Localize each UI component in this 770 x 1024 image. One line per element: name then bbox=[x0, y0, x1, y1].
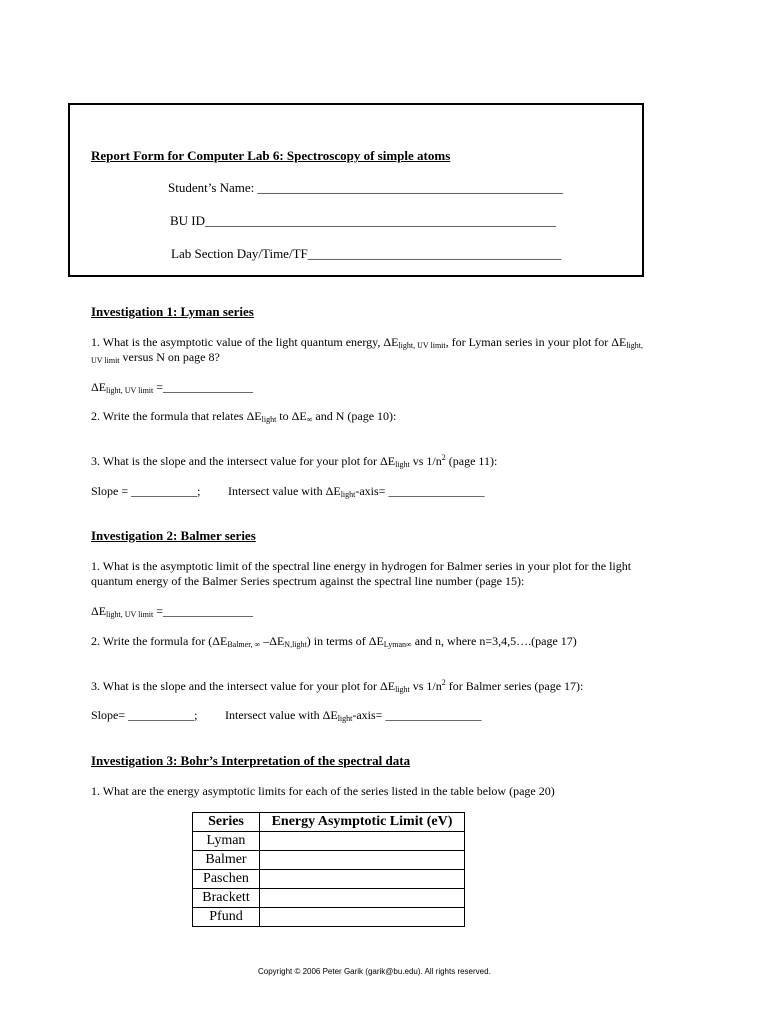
lab-section-field[interactable]: Lab Section Day/Time/TF_______________________________________ bbox=[171, 246, 562, 261]
inv2-q3: 3. What is the slope and the intersect value for your plot for $\Delta E_{light}$ vs $1/n^2$ for Balmer series (page 17): bbox=[91, 678, 584, 694]
energy-limit-header: Energy Asymptotic Limit (eV) bbox=[260, 813, 465, 832]
inv2-answer-1[interactable]: $\Delta E_{light, UV limit}$ =_______________ bbox=[91, 604, 254, 619]
inv2-intersect-field[interactable]: Intersect value with $\Delta E_{light}-axis=$ ________________ bbox=[225, 708, 482, 723]
series-name: Pfund bbox=[193, 908, 260, 927]
asymptotic-limit-table bbox=[192, 812, 465, 927]
table-row bbox=[193, 851, 465, 870]
energy-limit-cell[interactable] bbox=[260, 889, 465, 908]
inv3-title: Investigation 3: Bohr’s Interpretation of the spectral data bbox=[91, 753, 411, 768]
energy-limit-cell[interactable] bbox=[260, 851, 465, 870]
series-header: Series bbox=[193, 813, 260, 832]
energy-limit-cell[interactable] bbox=[260, 832, 465, 851]
series-name: Lyman bbox=[193, 832, 260, 851]
series-name: Paschen bbox=[193, 870, 260, 889]
series-name: Balmer bbox=[193, 851, 260, 870]
inv2-title: Investigation 2: Balmer series bbox=[91, 528, 256, 543]
table-header-row bbox=[193, 813, 465, 832]
inv2-q1-line2: quantum energy of the Balmer Series spectrum against the spectral line number (page 15): bbox=[91, 574, 525, 588]
energy-limit-cell[interactable] bbox=[260, 870, 465, 889]
inv3-q1: 1. What are the energy asymptotic limits for each of the series listed in the table below (page 20) bbox=[91, 784, 555, 798]
inv2-q1-line1: 1. What is the asymptotic limit of the spectral line energy in hydrogen for Balmer series in your plot for the light bbox=[91, 559, 632, 573]
report-title: Report Form for Computer Lab 6: Spectroscopy of simple atoms bbox=[91, 148, 451, 163]
energy-limit-cell[interactable] bbox=[260, 908, 465, 927]
table-row bbox=[193, 832, 465, 851]
table-row bbox=[193, 908, 465, 927]
copyright-footer: Copyright © 2006 Peter Garik (garik@bu.edu). All rights reserved. bbox=[258, 967, 491, 976]
inv1-q1-cont: $_{UV limit}$ versus N on page 8? bbox=[91, 350, 220, 365]
inv1-q2: 2. Write the formula that relates $\Delta E_{light}$ to $\Delta E_\infty$ and N (page 10): bbox=[91, 409, 397, 424]
inv1-intersect-field[interactable]: Intersect value with $\Delta E_{light}-axis=$ ________________ bbox=[228, 484, 485, 499]
inv1-title: Investigation 1: Lyman series bbox=[91, 304, 254, 319]
bu-id-field[interactable]: BU ID______________________________________________________ bbox=[170, 213, 557, 228]
table-row bbox=[193, 889, 465, 908]
student-name-field[interactable]: Student’s Name: _______________________________________________ bbox=[168, 180, 564, 195]
inv2-slope-field[interactable]: Slope= ___________; bbox=[91, 708, 198, 722]
inv2-q2: 2. Write the formula for ($\Delta E_{Balmer, \infty}$ $-\Delta E_{N,light}$) in terms of $\Delta E_{Lyman\infty}$ and n, where n=3,4,5….(page 17) bbox=[91, 634, 577, 649]
series-name: Brackett bbox=[193, 889, 260, 908]
inv1-slope-field[interactable]: Slope = ___________; bbox=[91, 484, 201, 498]
inv1-q1: 1. What is the asymptotic value of the light quantum energy, $\Delta E_{light, UV limit}$, for Lyman series in your plot for $\Delta E_{light,}$ bbox=[91, 335, 643, 350]
inv1-q3: 3. What is the slope and the intersect value for your plot for $\Delta E_{light}$ vs $1/n^2$ (page 11): bbox=[91, 453, 498, 469]
table-row bbox=[193, 870, 465, 889]
inv1-answer-1[interactable]: $\Delta E_{light, UV limit}$ =_______________ bbox=[91, 380, 254, 395]
